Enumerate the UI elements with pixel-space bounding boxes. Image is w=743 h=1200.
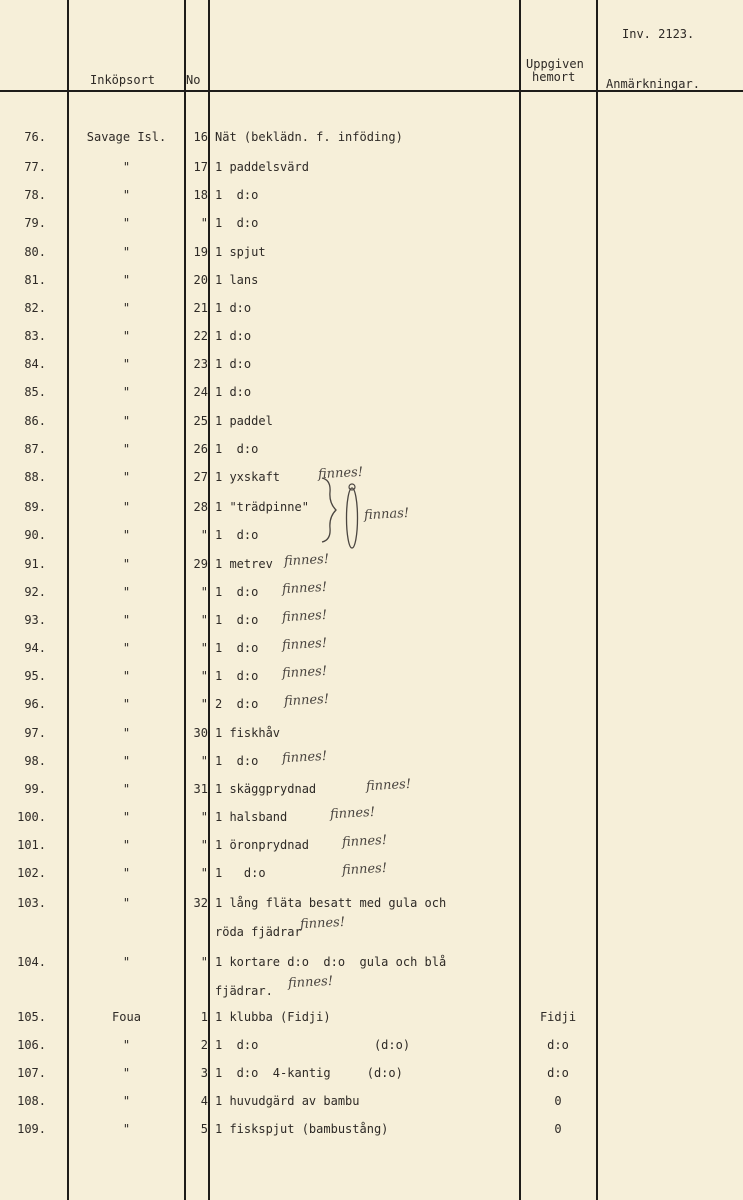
handwritten-note: finnes! <box>281 635 328 654</box>
purchase-place: " <box>122 245 131 259</box>
header-home-1: Uppgiven <box>526 57 584 71</box>
item-description: 1 spjut <box>215 245 266 259</box>
purchase-place: " <box>122 470 131 484</box>
row-number: 107. <box>17 1066 46 1080</box>
item-number: " <box>200 955 208 969</box>
item-number: " <box>200 669 208 683</box>
stated-home: Fidji <box>539 1010 577 1024</box>
item-description: 1 lans <box>215 273 259 287</box>
item-description: 1 "trädpinne" <box>215 500 309 514</box>
item-description: 1 d:o <box>215 585 259 599</box>
column-rule-5 <box>596 0 598 1200</box>
purchase-place: " <box>122 726 131 740</box>
item-number: " <box>200 216 208 230</box>
purchase-place: " <box>122 585 131 599</box>
purchase-place: " <box>122 641 131 655</box>
row-number: 85. <box>24 385 46 399</box>
item-description: 2 d:o <box>215 697 259 711</box>
item-number: " <box>200 585 208 599</box>
item-description: 1 fiskhåv <box>215 726 281 740</box>
purchase-place: " <box>122 810 131 824</box>
item-number: 26 <box>193 442 208 456</box>
purchase-place: " <box>122 838 131 852</box>
row-number: 105. <box>17 1010 46 1024</box>
item-number: 28 <box>193 500 208 514</box>
purchase-place: " <box>122 442 131 456</box>
row-number: 100. <box>17 810 46 824</box>
item-number: 2 <box>200 1038 208 1052</box>
purchase-place: " <box>122 301 131 315</box>
purchase-place: " <box>122 188 131 202</box>
item-description: 1 d:o <box>215 641 259 655</box>
item-number: 3 <box>200 1066 208 1080</box>
item-description: 1 paddel <box>215 414 273 428</box>
item-number: " <box>200 697 208 711</box>
item-description: Nät (beklädn. f. inföding) <box>215 130 403 144</box>
row-number: 82. <box>24 301 46 315</box>
purchase-place: " <box>122 1122 131 1136</box>
handwritten-note: finnes! <box>341 860 388 879</box>
purchase-place: " <box>122 613 131 627</box>
row-number: 93. <box>24 613 46 627</box>
item-number: 32 <box>193 896 208 910</box>
handwritten-note: finnes! <box>281 607 328 626</box>
item-description: 1 d:o <box>215 669 259 683</box>
item-number: 29 <box>193 557 208 571</box>
row-number: 99. <box>24 782 46 796</box>
item-description: 1 d:o <box>215 188 259 202</box>
item-number: " <box>200 754 208 768</box>
row-number: 86. <box>24 414 46 428</box>
purchase-place: " <box>122 385 131 399</box>
item-description: 1 lång fläta besatt med gula och <box>215 896 447 910</box>
row-number: 98. <box>24 754 46 768</box>
handwritten-note: finnes! <box>287 973 334 992</box>
curly-brace <box>322 478 336 542</box>
item-number: 23 <box>193 357 208 371</box>
purchase-place: " <box>122 357 131 371</box>
item-description: 1 d:o <box>215 528 259 542</box>
row-number: 95. <box>24 669 46 683</box>
item-description: 1 d:o <box>215 357 252 371</box>
item-description: 1 halsband <box>215 810 288 824</box>
header-number: No <box>186 73 201 87</box>
column-rule-3 <box>208 0 210 1200</box>
item-description: 1 paddelsvärd <box>215 160 309 174</box>
row-number: 96. <box>24 697 46 711</box>
purchase-place: " <box>122 955 131 969</box>
item-number: 5 <box>200 1122 208 1136</box>
row-number: 81. <box>24 273 46 287</box>
item-description: 1 d:o <box>215 613 259 627</box>
row-number: 92. <box>24 585 46 599</box>
row-number: 104. <box>17 955 46 969</box>
purchase-place: " <box>122 866 131 880</box>
purchase-place: " <box>122 216 131 230</box>
item-number: 19 <box>193 245 208 259</box>
item-description: 1 d:o <box>215 754 259 768</box>
row-number: 79. <box>24 216 46 230</box>
item-number: 17 <box>193 160 208 174</box>
row-number: 83. <box>24 329 46 343</box>
row-number: 103. <box>17 896 46 910</box>
item-number: 24 <box>193 385 208 399</box>
item-number: " <box>200 838 208 852</box>
row-number: 88. <box>24 470 46 484</box>
item-description: 1 yxskaft <box>215 470 281 484</box>
handwritten-note: finnes! <box>281 579 328 598</box>
item-description: 1 fiskspjut (bambustång) <box>215 1122 389 1136</box>
handwritten-note: finnes! <box>329 804 376 823</box>
item-description: 1 skäggprydnad <box>215 782 317 796</box>
item-description: 1 d:o <box>215 301 252 315</box>
purchase-place: " <box>122 782 131 796</box>
item-number: 22 <box>193 329 208 343</box>
purchase-place: Foua <box>112 1010 141 1024</box>
row-number: 77. <box>24 160 46 174</box>
item-number: 25 <box>193 414 208 428</box>
purchase-place: " <box>122 160 131 174</box>
item-number: 21 <box>193 301 208 315</box>
purchase-place: " <box>122 329 131 343</box>
item-description: 1 öronprydnad <box>215 838 309 852</box>
purchase-place: " <box>122 528 131 542</box>
purchase-place: " <box>122 754 131 768</box>
row-number: 101. <box>17 838 46 852</box>
item-number: " <box>200 613 208 627</box>
item-number: " <box>200 866 208 880</box>
row-number: 108. <box>17 1094 46 1108</box>
purchase-place: " <box>122 669 131 683</box>
stated-home: d:o <box>547 1066 569 1080</box>
purchase-place: " <box>122 896 131 910</box>
handwritten-note: finnes! <box>317 464 364 483</box>
stick-sketch <box>347 488 358 548</box>
item-number: 18 <box>193 188 208 202</box>
item-description: 1 d:o <box>215 866 266 880</box>
item-number: 30 <box>193 726 208 740</box>
handwritten-note: finnes! <box>341 832 388 851</box>
row-number: 97. <box>24 726 46 740</box>
header-home-2: hemort <box>532 70 576 84</box>
item-description: 1 kortare d:o d:o gula och blå <box>215 955 447 969</box>
item-number: 31 <box>193 782 208 796</box>
item-description: 1 klubba (Fidji) <box>215 1010 331 1024</box>
row-number: 91. <box>24 557 46 571</box>
row-number: 78. <box>24 188 46 202</box>
item-number: " <box>200 641 208 655</box>
item-description: 1 d:o <box>215 442 259 456</box>
purchase-place: " <box>122 273 131 287</box>
purchase-place: " <box>122 1038 131 1052</box>
row-number: 87. <box>24 442 46 456</box>
stated-home: d:o <box>547 1038 569 1052</box>
purchase-place: " <box>122 697 131 711</box>
handwritten-note: finnes! <box>283 551 330 570</box>
row-number: 109. <box>17 1122 46 1136</box>
item-description: 1 d:o <box>215 216 259 230</box>
item-number: 16 <box>193 130 208 144</box>
purchase-place: " <box>122 1066 131 1080</box>
purchase-place: " <box>122 1094 131 1108</box>
handwritten-note: finnes! <box>365 776 412 795</box>
item-number: 20 <box>193 273 208 287</box>
handwritten-note: finnes! <box>281 748 328 767</box>
item-description: 1 d:o 4-kantig (d:o) <box>215 1066 403 1080</box>
row-number: 89. <box>24 500 46 514</box>
row-number: 80. <box>24 245 46 259</box>
stated-home: 0 <box>554 1122 562 1136</box>
header-notes: Anmärkningar. <box>606 77 700 91</box>
header-purchase-place: Inköpsort <box>90 73 156 87</box>
item-description: 1 huvudgärd av bambu <box>215 1094 360 1108</box>
handwritten-note: finnes! <box>283 691 330 710</box>
purchase-place: Savage Isl. <box>86 130 167 144</box>
item-description: 1 d:o (d:o) <box>215 1038 411 1052</box>
item-description: 1 d:o <box>215 329 252 343</box>
item-number: " <box>200 810 208 824</box>
item-description: fjädrar. <box>215 984 273 998</box>
item-number: 27 <box>193 470 208 484</box>
stated-home: 0 <box>554 1094 562 1108</box>
item-number: " <box>200 528 208 542</box>
row-number: 84. <box>24 357 46 371</box>
stick-sketch-knob <box>349 484 355 490</box>
item-description: 1 d:o <box>215 385 252 399</box>
row-number: 94. <box>24 641 46 655</box>
row-number: 90. <box>24 528 46 542</box>
item-description: röda fjädrar <box>215 925 302 939</box>
item-description: 1 metrev <box>215 557 273 571</box>
purchase-place: " <box>122 414 131 428</box>
handwritten-note: finnes! <box>299 914 346 933</box>
purchase-place: " <box>122 557 131 571</box>
row-number: 76. <box>24 130 46 144</box>
purchase-place: " <box>122 500 131 514</box>
bracket-handwritten-note: finnas! <box>363 505 410 524</box>
row-number: 106. <box>17 1038 46 1052</box>
row-number: 102. <box>17 866 46 880</box>
item-number: 1 <box>200 1010 208 1024</box>
handwritten-note: finnes! <box>281 663 328 682</box>
inventory-number: Inv. 2123. <box>622 27 695 41</box>
item-number: 4 <box>200 1094 208 1108</box>
